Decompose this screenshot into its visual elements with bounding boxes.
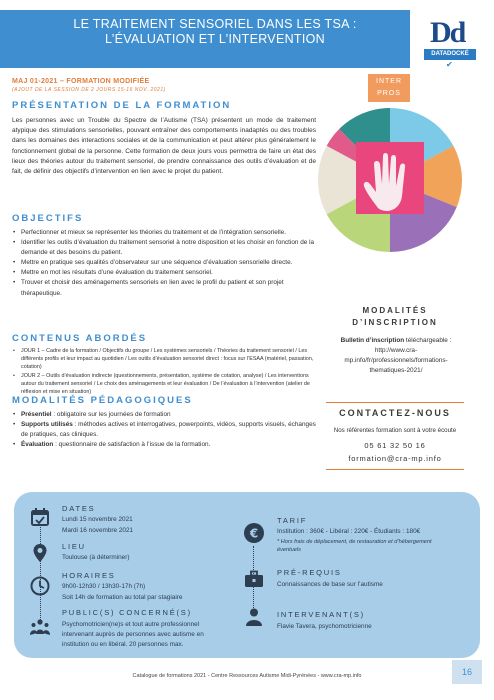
hand-illustration (316, 100, 464, 260)
title-line-1: LE TRAITEMENT SENSORIEL DANS LES TSA : (73, 17, 357, 31)
item-bold: Présentiel (21, 411, 52, 418)
page-number: 16 (452, 660, 482, 684)
logo-letters: Dd (430, 16, 465, 49)
tag-line-2: PROS (377, 90, 401, 97)
list-item: • JOUR 1 – Cadre de la formation / Objectifs du groupe / Les systèmes sensoriels / Théories du traitement sensoriel / Les différents profils et leur impact au quotidien / Les outils d’évaluation sensoriel direct : focus sur l’ESAA (matériel, passation, cotation) (12, 347, 316, 372)
page-title (30, 17, 400, 47)
item-bold: Évaluation (21, 441, 54, 449)
dates-line-2: Mardi 16 novembre 2021 (62, 527, 134, 534)
public-line-3: institution ou en libéral. 20 personnes max. (62, 641, 184, 648)
lieu-line-1: Toulouse (à déterminer) (62, 554, 130, 561)
inscription-text-1: téléchargeable : (404, 337, 452, 344)
list-item: • Mettre en pratique ses qualités d’observateur sur une séquence d’évaluation sensorielle directe. (12, 258, 316, 268)
logo-ribbon: DATADOCKÉ (424, 49, 476, 60)
contact-line: Nos référentes formation sont à votre écoute (333, 427, 457, 434)
item-text: : obligatoire sur les journées de formation (51, 411, 171, 418)
item-text: : méthodes actives et interrogatives, powerpoints, vidéos, supports visuels, échanges de pratiques, cas cliniques. (21, 421, 316, 439)
list-item (12, 440, 316, 450)
list-item: • JOUR 2 – Outils d’évaluation indirecte (questionnements, présentation, système de cotation, analyse) / Les interventions autour du traitement sensoriel / Le choix des aménagements et leur évaluation / De l’évaluation à l’intervention (atelier de réflexion et mise en situation) (12, 372, 316, 397)
modalites-peda-list (12, 410, 316, 450)
list-item (12, 420, 316, 440)
datadocke-logo (424, 14, 476, 69)
inscription-link[interactable]: http://www.cra-mp.info/fr/professionnels/formations-thematiques-2021/ (344, 347, 448, 374)
objectifs-list (12, 228, 316, 299)
public-label: PUBLIC(S) CONCERNÉ(S) (62, 608, 192, 617)
tarif-note-2: éventuels (277, 547, 301, 553)
contact-box (326, 402, 464, 470)
objectifs-title: OBJECTIFS (12, 213, 84, 224)
person-icon (243, 606, 265, 628)
prerequis-label: PRÉ-REQUIS (277, 568, 342, 577)
inscription-title-line-1: MODALITÉS (362, 306, 428, 315)
list-item: • Trouver et choisir des aménagements sensoriels en lien avec le profil du patient et son projet thérapeutique. (12, 278, 316, 298)
horaires-line-1: 9h00-12h30 / 13h30-17h (7h) (62, 583, 146, 590)
location-pin-icon (29, 542, 51, 564)
list-item: • Perfectionner et mieux se représenter les théories du traitement et de l’intégration sensorielle. (12, 228, 316, 238)
svg-text:€: € (249, 526, 259, 541)
tarif-line-1: Institution : 360€ - Libéral : 220€ - Étudiants : 180€ (277, 528, 421, 535)
clock-icon (29, 575, 51, 597)
item-text: : questionnaire de satisfaction à l’issue de la formation. (53, 441, 211, 449)
inscription-bold: Bulletin d’inscription (340, 337, 405, 344)
dates-label: DATES (62, 504, 96, 513)
inscription-title-line-2: D’INSCRIPTION (352, 318, 438, 327)
horaires-label: HORAIRES (62, 571, 116, 580)
public-line-2: intervenant auprès de personnes avec autisme en (62, 631, 204, 638)
intervenant-line-1: Flavie Tavera, psychomotricienne (277, 623, 372, 630)
tarif-note-1: * Hors frais de déplacement, de restauration et d’hébergement (277, 539, 432, 545)
tarif-label: TARIF (277, 516, 308, 525)
tag-line-1: INTER (376, 78, 402, 85)
update-label: MAJ 01-2021 – FORMATION MODIFIÉE (12, 78, 150, 85)
contenus-list (12, 347, 316, 396)
check-icon: ✔ (446, 60, 453, 69)
inscription-text (326, 336, 466, 376)
dates-line-1: Lundi 15 novembre 2021 (62, 516, 133, 523)
euro-icon (243, 522, 265, 544)
intervenant-label: INTERVENANT(S) (277, 610, 365, 619)
list-item (12, 410, 316, 420)
audience-tag (368, 74, 410, 102)
list-item: • Mettre en mot les résultats d’une évaluation du traitement sensoriel. (12, 268, 316, 278)
lieu-label: LIEU (62, 542, 86, 551)
people-icon (29, 617, 51, 639)
item-bold: Supports utilisés (21, 421, 73, 429)
presentation-title: PRÉSENTATION DE LA FORMATION (12, 100, 232, 111)
contact-phone[interactable]: 05 61 32 50 16 (364, 441, 426, 450)
divider (40, 524, 41, 620)
list-item: • Identifier les outils d’évaluation du traitement sensoriel à notre disposition et les choisir en fonction de la demande et des besoins du patient. (12, 238, 316, 258)
public-line-1: Psychomotricien(ne)s et tout autre professionnel (62, 621, 200, 628)
contact-title: CONTACTEZ-NOUS (339, 408, 451, 418)
footer-text: Catalogue de formations 2021 - Centre Ressources Autisme Midi-Pyrénées - www.cra-mp.info (132, 673, 362, 679)
inscription-title (330, 305, 460, 329)
update-sub: (AJOUT DE LA SESSION DE 2 JOURS 15-16 NOV. 2021) (12, 87, 166, 93)
calendar-icon (29, 506, 51, 528)
horaires-line-2: Soit 14h de formation au total par stagiaire (62, 594, 183, 601)
prerequis-line-1: Connaissances de base sur l’autisme (277, 581, 383, 588)
briefcase-icon (243, 568, 265, 590)
title-line-2: L’ÉVALUATION ET L’INTERVENTION (105, 32, 325, 46)
contact-email[interactable]: formation@cra-mp.info (348, 454, 442, 463)
contenus-title: CONTENUS ABORDÉS (12, 333, 148, 344)
presentation-text: Les personnes avec un Trouble du Spectre de l’Autisme (TSA) présentent un mode de traitement atypique des stimulations sensorielles, pouvant entraîner des comportements inadaptés ou des troubles dans les domaines des interactions sociales et de la communication et peut altérer plus généralement le fonctionnement global de la personne. Cette formation de deux jours vous permettra de faire un état des lieux des théories autour du traitement sensoriel, de prendre connaissance des outils d’évaluation et de fait, de définir des objectifs d’intervention en lien avec le projet du patient. (12, 117, 316, 176)
modalites-peda-title: MODALITÉS PÉDAGOGIQUES (12, 395, 193, 406)
